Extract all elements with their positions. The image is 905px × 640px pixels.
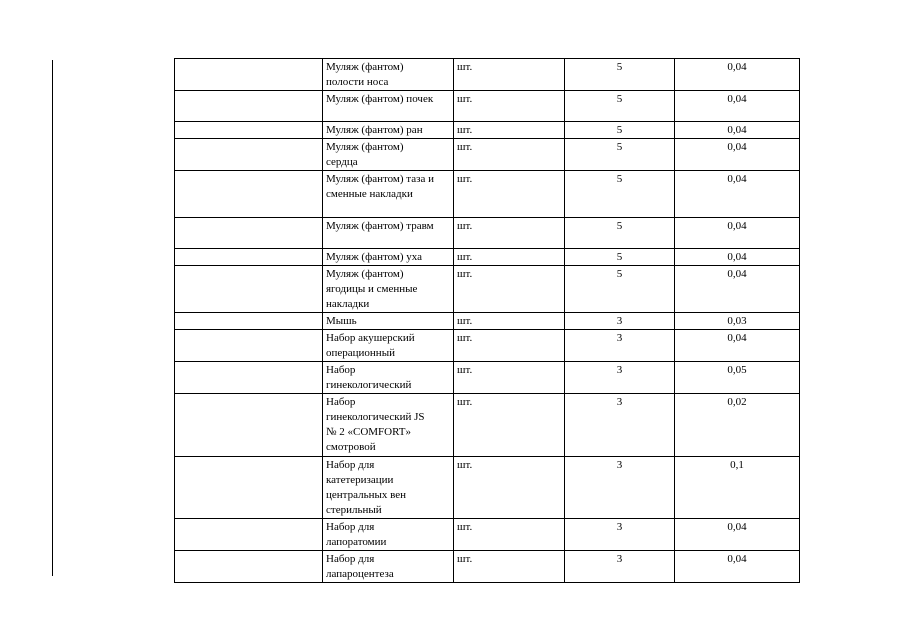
empty-cell xyxy=(175,91,323,122)
quantity-cell: 3 xyxy=(565,457,675,519)
price-cell: 0,03 xyxy=(675,313,800,330)
item-name-line: катетеризации xyxy=(326,474,394,486)
item-name-cell xyxy=(323,362,454,394)
price-cell: 0,1 xyxy=(675,457,800,519)
price-cell: 0,04 xyxy=(675,171,800,218)
item-name-line: Муляж (фантом) уха xyxy=(326,251,423,263)
price-cell: 0,04 xyxy=(675,266,800,313)
unit-cell: шт. xyxy=(454,313,565,330)
unit-cell: шт. xyxy=(454,394,565,457)
item-name-line: Муляж (фантом) xyxy=(326,268,404,280)
price-cell: 0,04 xyxy=(675,249,800,266)
quantity-cell: 5 xyxy=(565,139,675,171)
item-name-line: Набор xyxy=(326,396,356,408)
quantity-cell: 3 xyxy=(565,394,675,457)
empty-cell xyxy=(175,394,323,457)
item-name-cell xyxy=(323,59,454,91)
unit-cell: шт. xyxy=(454,171,565,218)
table-row xyxy=(175,519,800,551)
item-name-line: смотровой xyxy=(326,441,376,453)
item-name-cell xyxy=(323,266,454,313)
item-name-line: Муляж (фантом) ран xyxy=(326,124,423,136)
item-name-cell xyxy=(323,551,454,583)
quantity-cell: 5 xyxy=(565,218,675,249)
table-row xyxy=(175,91,800,122)
table-row xyxy=(175,122,800,139)
empty-cell xyxy=(175,551,323,583)
price-cell: 0,04 xyxy=(675,519,800,551)
table-row xyxy=(175,362,800,394)
quantity-cell: 5 xyxy=(565,171,675,218)
price-cell: 0,04 xyxy=(675,59,800,91)
table-row xyxy=(175,249,800,266)
item-name-line: гинекологический xyxy=(326,379,412,391)
item-name-cell xyxy=(323,139,454,171)
item-name-cell xyxy=(323,218,454,249)
table-row xyxy=(175,218,800,249)
quantity-cell: 3 xyxy=(565,519,675,551)
empty-cell xyxy=(175,362,323,394)
empty-cell xyxy=(175,330,323,362)
empty-cell xyxy=(175,122,323,139)
table-row xyxy=(175,266,800,313)
table-row xyxy=(175,59,800,91)
item-name-line: № 2 «COMFORT» xyxy=(326,426,412,438)
item-name-line: гинекологический JS xyxy=(326,411,425,423)
price-cell: 0,04 xyxy=(675,139,800,171)
unit-cell: шт. xyxy=(454,249,565,266)
item-name-line: Муляж (фантом) травм xyxy=(326,220,434,232)
item-name-line: сменные накладки xyxy=(326,188,413,200)
unit-cell: шт. xyxy=(454,457,565,519)
item-name-line: операционный xyxy=(326,347,395,359)
empty-cell xyxy=(175,59,323,91)
item-name-line: сердца xyxy=(326,156,358,168)
unit-cell: шт. xyxy=(454,91,565,122)
empty-cell xyxy=(175,313,323,330)
item-name-line: Муляж (фантом) почек xyxy=(326,93,434,105)
item-name-line: Набор для xyxy=(326,553,375,565)
item-name-cell xyxy=(323,122,454,139)
table-row xyxy=(175,330,800,362)
item-name-line: накладки xyxy=(326,298,370,310)
quantity-cell: 3 xyxy=(565,313,675,330)
empty-cell xyxy=(175,218,323,249)
quantity-cell: 5 xyxy=(565,122,675,139)
item-name-line: Муляж (фантом) xyxy=(326,61,404,73)
quantity-cell: 3 xyxy=(565,551,675,583)
inventory-table xyxy=(174,58,800,583)
unit-cell: шт. xyxy=(454,330,565,362)
unit-cell: шт. xyxy=(454,122,565,139)
item-name-line: Муляж (фантом) таза и xyxy=(326,173,434,185)
item-name-line: Набор для xyxy=(326,459,375,471)
empty-cell xyxy=(175,139,323,171)
item-name-line: Мышь xyxy=(326,315,357,327)
item-name-cell xyxy=(323,313,454,330)
item-name-line: лапоратомии xyxy=(326,536,387,548)
quantity-cell: 3 xyxy=(565,362,675,394)
item-name-cell xyxy=(323,394,454,457)
table-row xyxy=(175,139,800,171)
item-name-line: ягодицы и сменные xyxy=(326,283,418,295)
item-name-line: Набор акушерский xyxy=(326,332,415,344)
table-row xyxy=(175,313,800,330)
empty-cell xyxy=(175,266,323,313)
price-cell: 0,04 xyxy=(675,91,800,122)
unit-cell: шт. xyxy=(454,59,565,91)
item-name-line: Набор xyxy=(326,364,356,376)
quantity-cell: 5 xyxy=(565,266,675,313)
price-cell: 0,04 xyxy=(675,551,800,583)
table-row xyxy=(175,551,800,583)
quantity-cell: 3 xyxy=(565,330,675,362)
item-name-line: стерильный xyxy=(326,504,382,516)
item-name-cell xyxy=(323,91,454,122)
table-row xyxy=(175,394,800,457)
empty-cell xyxy=(175,457,323,519)
unit-cell: шт. xyxy=(454,519,565,551)
quantity-cell: 5 xyxy=(565,249,675,266)
quantity-cell: 5 xyxy=(565,91,675,122)
item-name-cell xyxy=(323,519,454,551)
item-name-cell xyxy=(323,171,454,218)
page-margin-line xyxy=(52,60,53,576)
unit-cell: шт. xyxy=(454,266,565,313)
item-name-line: лапароцентеза xyxy=(326,568,394,580)
item-name-cell xyxy=(323,330,454,362)
price-cell: 0,04 xyxy=(675,330,800,362)
price-cell: 0,02 xyxy=(675,394,800,457)
price-cell: 0,04 xyxy=(675,218,800,249)
item-name-line: Муляж (фантом) xyxy=(326,141,404,153)
empty-cell xyxy=(175,519,323,551)
price-cell: 0,04 xyxy=(675,122,800,139)
unit-cell: шт. xyxy=(454,551,565,583)
unit-cell: шт. xyxy=(454,218,565,249)
inventory-table-body xyxy=(175,59,800,583)
empty-cell xyxy=(175,171,323,218)
table-row xyxy=(175,171,800,218)
item-name-line: центральных вен xyxy=(326,489,407,501)
item-name-line: полости носа xyxy=(326,76,389,88)
unit-cell: шт. xyxy=(454,362,565,394)
item-name-cell xyxy=(323,457,454,519)
price-cell: 0,05 xyxy=(675,362,800,394)
unit-cell: шт. xyxy=(454,139,565,171)
table-row xyxy=(175,457,800,519)
item-name-cell xyxy=(323,249,454,266)
quantity-cell: 5 xyxy=(565,59,675,91)
item-name-line: Набор для xyxy=(326,521,375,533)
empty-cell xyxy=(175,249,323,266)
